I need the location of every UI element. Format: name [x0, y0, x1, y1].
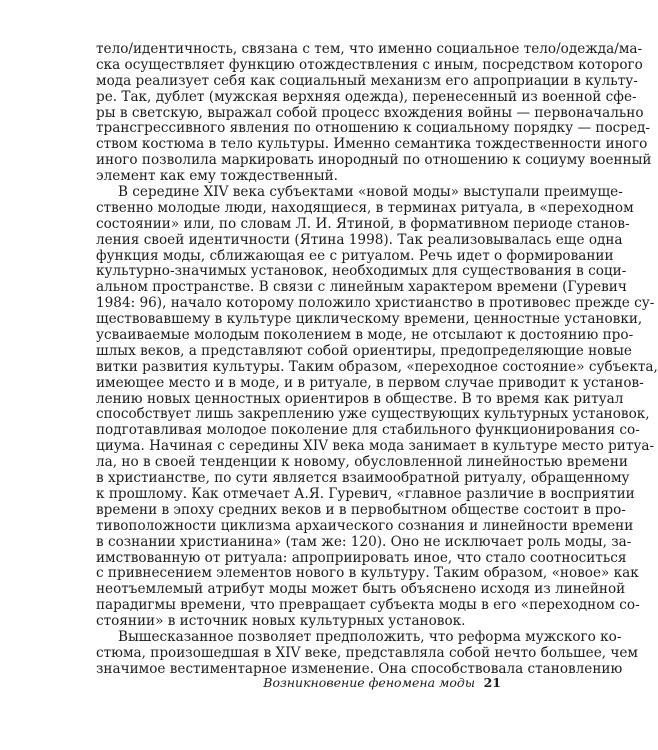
text-line: способствует лишь закреплению уже существующих культурных установок,: [96, 406, 650, 423]
text-line: циума. Начиная с середины XIV века мода занимает в культуре место ритуа-: [96, 438, 655, 455]
text-line: с привнесением элементов нового в культуру. Таким образом, «новое» как: [96, 565, 639, 582]
text-line: Вышесказанное позволяет предположить, что реформа мужского ко-: [118, 628, 622, 645]
text-line: шлых веков, а представляют собой ориентиры, предопределяющие новые: [96, 342, 632, 359]
text-line: ска осуществляет функцию отождествления с иным, посредством которого: [96, 56, 643, 73]
text-line: альном пространстве. В связи с линейным характером времени (Гуревич: [96, 279, 627, 296]
paragraph-1: [96, 41, 652, 185]
text-line: 1984: 96), начало которому положило христианство в противовес прежде су-: [96, 295, 655, 312]
text-line: неотъемлемый атрибут моды может быть объяснено исходя из линейной: [96, 581, 626, 598]
text-line: в сознании христианина» (там же: 120). Оно не исключает роль моды, за-: [96, 533, 632, 550]
text-line: ры в светскую, выражал собой процесс вхождения войны — первоначально: [96, 104, 644, 121]
text-line: тивоположности циклизма архаического сознания и линейности времени: [96, 517, 634, 534]
text-line: ществовавшему в культуре циклическому времени, ценностные установки,: [96, 311, 643, 328]
text-line: ством костюма в тело культуры. Именно семантика тождественности иного: [96, 136, 648, 153]
text-line: культурно-значимых установок, необходимых для существования в соци-: [96, 263, 627, 280]
text-line: парадигмы времени, что превращает субъекта моды в его «переходном со-: [96, 597, 640, 614]
text-line: времени в эпоху средних веков и в первобытном обществе состоит в про-: [96, 501, 626, 518]
paragraph-3: [96, 628, 639, 678]
page-footer: [96, 675, 501, 693]
text-line: ре. Так, дублет (мужская верхняя одежда), перенесенный из военной сфе-: [96, 88, 637, 105]
text-line: имеющее место и в моде, и в ритуале, в первом случае приводит к установ-: [96, 374, 644, 391]
text-line: состоянии» или, по словам Л. И. Ятиной, в формативном периоде станов-: [96, 215, 630, 232]
page-number: 21: [483, 675, 501, 690]
text-line: стоянии» в источник новых культурных установок.: [96, 613, 466, 630]
text-line: мода реализует себя как социальный механизм его апроприации в культу-: [96, 72, 638, 89]
text-line: значимое вестиментарное изменение. Она способствовала становлению: [96, 660, 623, 677]
text-line: функция моды, сближающая ее с ритуалом. Речь идет о формировании: [96, 247, 614, 264]
text-line: иного позволила маркировать инородный по отношению к социуму военный: [96, 152, 652, 169]
text-line: лению новых ценностных ориентиров в обществе. В то время как ритуал: [96, 390, 624, 407]
text-line: подготавливая молодое поколение для стабильного функционирования со-: [96, 422, 640, 439]
text-line: элемент как ему тождественный.: [96, 168, 338, 185]
text-line: ления своей идентичности (Ятина 1998). Так реализовывалась еще одна: [96, 231, 623, 248]
text-line: в христианстве, по сути является взаимообратной ритуалу, обращенному: [96, 470, 630, 487]
text-line: тело/идентичность, связана с тем, что именно социальное тело/одежда/ма-: [96, 41, 643, 57]
text-line: имствованную от ритуала: апроприировать иное, что стало соотноситься: [96, 549, 627, 566]
running-head: Возникновение феномена моды: [263, 675, 475, 690]
text-line: В середине XIV века субъектами «новой моды» выступали преимуще-: [118, 184, 623, 201]
text-line: трансгрессивного явления по отношению к социальному порядку — посред-: [96, 120, 650, 137]
text-line: стюма, произошедшая в XIV веке, представляла собой нечто большее, чем: [96, 644, 639, 661]
body-text: [96, 41, 658, 678]
text-line: к прошлому. Как отмечает А.Я. Гуревич, «главное различие в восприятии: [96, 485, 635, 502]
text-line: усваиваемые молодым поколением в моде, не отсылают к достоянию про-: [96, 327, 634, 344]
paragraph-2: [96, 184, 658, 630]
text-line: ственно молодые люди, находящиеся, в терминах ритуала, в «переходном: [96, 199, 634, 216]
text-line: витки развития культуры. Таким образом, «переходное состояние» субъекта,: [96, 358, 658, 375]
text-line: ла, но в своей тенденции к новому, обусловленной линейностью времени: [96, 454, 628, 471]
